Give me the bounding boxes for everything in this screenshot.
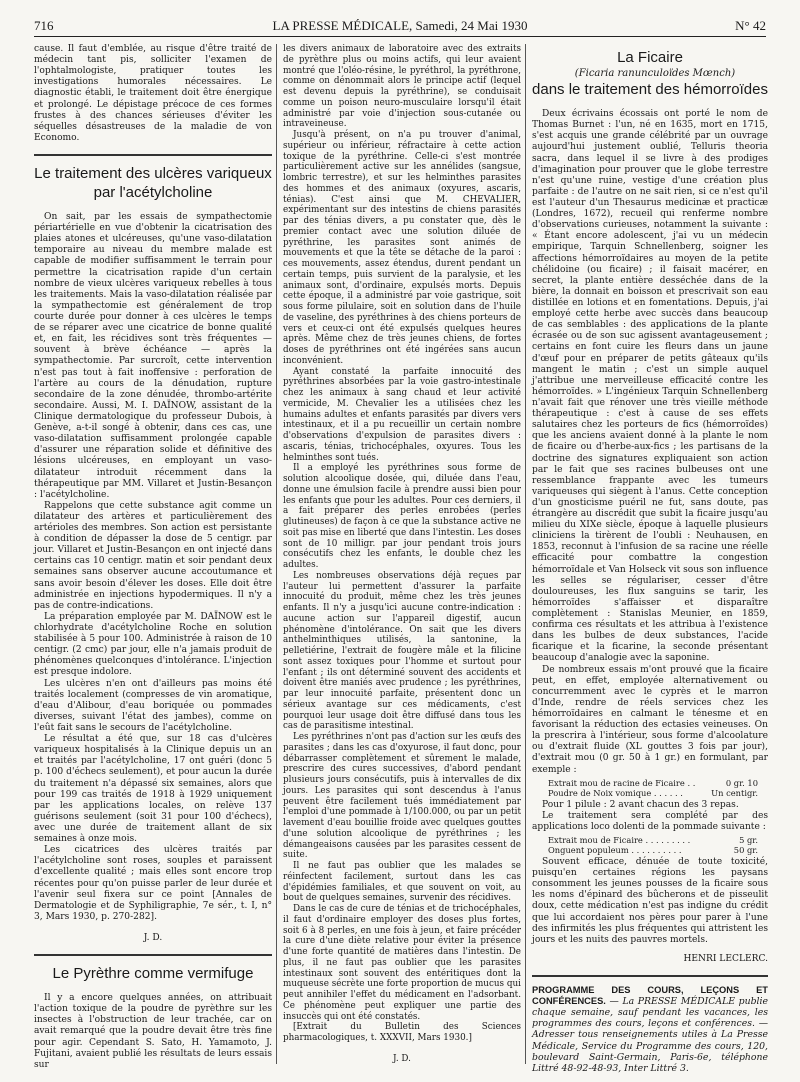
paragraph: Rappelons que cette substance agit comme un dilatateur des artères et particulièrement des artérioles des membres. Son action est persistante à condition de dépasser la dose de 5 centigr. par jour. Villaret et Justin-Besançon en ont injecté dans certains cas 10 centigr. matin et soir pendant deux semaines sans observer aucune accoutumance et sans avoir besoin d'élever les doses. Elle doit être administrée en injections hypodermiques. Il n'y a pas de contre-indications. xyxy=(34,500,272,611)
paragraph: les divers animaux de laboratoire avec des extraits de pyrèthre plus ou moins actifs, qui leur avaient montré que l'oléo-résine, le pyréthrol, la pyréthrone, comme on dénommait alors le principe actif (lequel est devenu depuis la pyréthrine), se conduisait comme un poison neuro-musculaire lorsqu'il était administré par voie d'injection sous-cutanée ou intraveineuse. xyxy=(283,44,521,130)
paragraph: Souvent efficace, dénuée de toute toxicité, puisqu'en certaines régions les paysans consomment les jeunes pousses de la ficaire sous les noms d'épinard des bûcherons et de pisseulit doux, cette médication n'est pas indigne du crédit que lui accordaient nos pères pour parer à l'une des infirmités les plus fréquentes qui attristent les jours et les nuits des pauvres mortels. xyxy=(532,857,768,945)
article-title: Le Pyrèthre comme vermifuge xyxy=(52,965,254,983)
page-header xyxy=(34,16,766,37)
paragraph: Il ne faut pas oublier que les malades se réinfectent facilement, surtout dans les cas d'épidémies familiales, et que souvent on voit, au bout de quelques semaines, survenir des récidives. xyxy=(283,861,521,904)
paragraph: De nombreux essais m'ont prouvé que la ficaire peut, en effet, employée alternativement ou concurremment avec le cyprès et le marron d'Inde, rendre de réels services chez les hémorroïdaires en calmant le ténesme et en favorisant la réduction des ectasies veineuses. On la prescrira à l'intérieur, sous forme d'alcoolature ou d'extrait fluide (XL gouttes 3 fois par jour), d'extrait mou (0 gr. 50 à 1 gr.) en formulant, par exemple : xyxy=(532,664,768,775)
author-signature: J. D. xyxy=(143,932,163,943)
program-notice-text: — La PRESSE MÉDICALE publie chaque semaine, sauf pendant les vacances, les programmes des cours, leçons et conférences. — Adresser tous renseignements utiles à La Presse Médicale, Service du Programme des cours, 120, boulevard Saint-Germain, Paris-6e, téléphone Littré 48-92-48-93, Inter Littré 3. xyxy=(532,996,768,1074)
program-notice-title: PROGRAMME DES COURS, LEÇONS ET CONFÉRENCES. xyxy=(532,984,768,1007)
program-notice xyxy=(532,985,768,1074)
paragraph: On sait, par les essais de sympathectomie périartérielle en vue d'obtenir la cicatrisation des plaies atones et ulcéreuses, qu'une vaso-dilatation temporaire au niveau du membre malade est capable de modifier suffisamment le terrain pour permettre la cicatrisation rapide d'un certain nombre de vieux ulcères variqueux rebelles à tous les traitements. Mais la vaso-dilatation réalisée par la sympathectomie est généralement de trop courte durée pour donner à ces ulcères le temps de se réparer avec une cicatrice de bonne qualité et, en fait, les récidives sont très fréquentes — souvent à brève échéance — après la sympathectomie. Par surcroît, cette intervention n'est pas tout à fait inoffensive : perforation de l'artère au cours de la dénudation, rupture secondaire de la zone dénudée, thrombo-artérite secondaire. Aussi, M. I. DAÏNOW, assistant de la Clinique dermatologique du professeur Dubois, à Genève, a-t-il songé à obtenir, dans ces cas, une vaso-dilatation suffisamment prolongée capable d'assurer une réparation solide et définitive des lésions ulcéreuses, en employant un vaso-dilatateur introduit récemment dans la thérapeutique par MM. Villaret et Justin-Besançon : l'acétylcholine. xyxy=(34,211,272,500)
author-signature: J. D. xyxy=(393,1053,411,1064)
section-divider xyxy=(532,975,768,977)
paragraph: Pour 1 pilule : 2 avant chacun des 3 repas. xyxy=(542,799,739,810)
paragraph: Dans le cas de cure de ténias et de trichocéphales, il faut d'ordinaire employer des doses plus fortes, soit 6 à 8 perles, en une fois à jeun, et faire précéder la cure d'une diète relative pour éviter la présence d'une forte quantité de matières dans l'intestin. De plus, il ne faut pas oublier que les parasites intestinaux sont souvent des entéritiques dont la muqueuse sécrète une forte proportion de mucus qui peut annihiler l'effet du médicament en l'adsorbant. Ce phénomène peut expliquer une partie des insuccès qui ont été constatés. xyxy=(283,904,521,1022)
paragraph: Jusqu'à présent, on n'a pu trouver d'animal, supérieur ou inférieur, réfractaire à cette action toxique de la pyréthrine. Celle-ci s'est montrée particulièrement active sur les annélides (sangsue, lombric terrestre), et sur les helminthes parasites des hommes et des animaux (oxyures, ascaris, ténias). C'est ainsi que M. CHEVALIER, expérimentant sur des intestins de chiens parasités par des ténias divers, a pu constater que, dès le premier contact avec une solution diluée de pyréthrine, les parasites sont animés de mouvements et que la tête se détache de la paroi : ces mouvements, assez étendus, durent pendant un certain temps, puis survient de la paralysie, et les animaux sont, d'ordinaire, expulsés morts. Depuis cette époque, il a administré par voie gastrique, soit sous forme pilulaire, soit en solution dans de l'huile de vaseline, des pyréthrines à des chiens porteurs de vers et ceux-ci ont été expulsés quelques heures après. Même chez de très jeunes chiens, de fortes doses de pyréthrines ont été ingérées sans aucun inconvénient. xyxy=(283,130,521,366)
prescription-formula xyxy=(548,778,768,798)
issue-number: N° 42 xyxy=(735,18,766,33)
prescription-formula xyxy=(548,835,768,855)
paragraph: Le traitement sera complété par des applications loco dolenti de la pommade suivante : xyxy=(532,810,768,832)
prescription-row: Extrait mou de racine de Ficaire . . 0 gr. 10 xyxy=(548,777,758,788)
article-title: Le traitement des ulcères variqueux par l'acétylcholine xyxy=(34,164,272,201)
author-signature: HENRI LECLERC. xyxy=(683,953,768,964)
paragraph: Les ulcères n'en ont d'ailleurs pas moins été traités localement (compresses de vin aromatique, d'eau d'Alibour, d'eau boriquée ou pommades diverses, suivant l'état des jambes), comme on l'eût fait sans le secours de l'acétylcholine. xyxy=(34,678,272,734)
paragraph: Le résultat a été que, sur 18 cas d'ulcères variqueux hospitalisés à la Clinique depuis un an et traités par l'acétylcholine, 17 ont guéri (donc 5 p. 100 d'échecs seulement), et pour aucun la durée du traitement n'a dépassé six semaines, alors que pour 199 cas traités de 1918 à 1929 uniquement par les applications locales, on relève 137 guérisons seulement (soit 31 pour 100 d'échecs), avec une durée de traitement allant de six semaines à onze mois. xyxy=(34,734,272,845)
citation: [Extrait du Bulletin des Sciences pharmacologiques, t. XXXVII, Mars 1930.] xyxy=(283,1022,521,1043)
paragraph: Les nombreuses observations déjà reçues par l'auteur lui permettent d'assurer la parfaite innocuité du produit, même chez les très jeunes enfants. Il n'y a jusqu'ici aucune contre-indication : aucune action sur l'appareil digestif, aucun phénomène d'intolérance. On sait que les divers anthelminthiques utilisés, la santonine, la pelletiérine, l'extrait de fougère mâle et la filicine sont assez toxiques pour l'homme et surtout pour l'enfant ; ils ont déterminé souvent des accidents et doivent être maniés avec prudence ; les pyréthrines, par leur innocuité parfaite, présentent donc un sérieux avantage sur ces médicaments, c'est pourquoi leur usage doit être diffusé dans tous les cas de parasitisme intestinal. xyxy=(283,570,521,732)
prescription-row: Onguent populeum . . . . . . . . . . 50 gr. xyxy=(548,845,758,855)
article-subtitle: (Ficaria ranunculoïdes Mœnch) xyxy=(574,68,736,79)
paragraph: Les cicatrices des ulcères traités par l'acétylcholine sont roses, souples et paraissent d'excellente qualité ; mais elles sont encore trop récentes pour qu'on puisse parler de leur durée et l'avenir seul fixera sur ce point [Annales de Dermatologie et de Syphiligraphie, 7e sér., t. I, n° 3, Mars 1930, p. 270-282]. xyxy=(34,845,272,922)
column-middle xyxy=(283,44,521,1071)
paragraph: Ayant constaté la parfaite innocuité des pyréthrines absorbées par la voie gastro-intestinale chez les animaux à sang chaud et leur activité vermicide, M. Chevalier les a utilisées chez les humains adultes et enfants parasités par divers vers intestinaux, et il a pu recueillir un certain nombre d'observations d'expulsion de parasites divers : ascaris, ténias, trichocéphales, oxyures. Tous les helminthes sont tués. xyxy=(283,366,521,463)
paragraph: La préparation employée par M. DAÏNOW est le chlorhydrate d'acétylcholine Roche en solution stabilisée à 5 pour 100. Administrée à raison de 10 centigr. (2 cmc) par jour, elle n'a jamais produit de phénomènes quelconques d'intolérance. L'injection est presque indolore. xyxy=(34,611,272,678)
column-left xyxy=(34,44,272,1071)
column-right xyxy=(532,44,768,1074)
article-title: La Ficaire xyxy=(617,49,683,66)
prescription-row: Extrait mou de Ficaire . . . . . . . . . 5 gr. xyxy=(548,835,758,845)
column-divider xyxy=(276,44,277,1064)
paragraph: Les pyréthrines n'ont pas d'action sur les œufs des parasites ; dans les cas d'oxyurose, il faut donc, pour débarrasser complètement et sûrement le malade, prescrire des cures successives, d'abord pendant plusieurs jours consécutifs, puis à intervalles de dix jours. Les parasites qui sont descendus à l'anus peuvent être facilement tués immédiatement par l'emploi d'une pommade à 1/100.000, ou par un petit lavement d'eau bouillie froide avec quelques gouttes d'une solution alcoolique de pyréthrines ; les démangeaisons causées par les parasites cessent de suite. xyxy=(283,732,521,861)
paragraph: Il y a encore quelques années, on attribuait l'action toxique de la poudre de pyrèthre sur les insectes à l'obstruction de leur trachée, car on avait remarqué que la poudre devait être très fine pour agir. Cependant S. Sato, H. Yamamoto, J. Fujitani, avaient publié les résultats de leurs essais sur xyxy=(34,993,272,1070)
article-title-continued: dans le traitement des hémorroïdes xyxy=(532,81,768,99)
paragraph: cause. Il faut d'emblée, au risque d'être traité de médecin tant pis, solliciter l'examen de l'ophtalmologiste, pratiquer toutes les investigations humorales nécessaires. Le diagnostic établi, le traitement doit être énergique et prolongé. Le dépistage précoce de ces formes frustes à des chances sérieuses d'éviter les séquelles désastreuses de la maladie de von Economo. xyxy=(34,44,272,143)
paragraph: Deux écrivains écossais ont porté le nom de Thomas Burnet : l'un, né en 1635, mort en 1715, s'est acquis une grande célébrité par un ouvrage aujourd'hui justement oublié, Telluris theoria sacra, dans lequel il se livre à des prodiges d'imagination pour prouver que le globe terrestre n'est qu'une ruine, vestige d'une création plus parfaite : de l'autre on ne sait rien, si ce n'est qu'il est l'auteur d'un Thesaurus medicinæ et practicæ (Londres, 1672), recueil qui renferme nombre d'observations curieuses, notamment la suivante : « Étant encore adolescent, j'ai vu un médecin empirique, Tarquin Schnellenberg, soigner les affections hémorroïdaires au moyen de la petite chélidoine (ou ficaire) ; il faisait macérer, en secret, la plante entière desséchée dans de la bière, la donnait en boisson et prescrivait son eau distillée en lotions et en fomentations. Depuis, j'ai employé cette herbe avec succès dans beaucoup de cas semblables : des applications de la plante écrasée ou de son suc agissent avantageusement ; certains en font cuire les fleurs dans un jaune d'œuf pour en préparer de petits gâteaux qu'ils mangent le matin ; c'est un simple auquel j'attribue une merveilleuse efficacité contre les hémorroïdes. » L'ingénieux Tarquin Schnellenberg n'avait fait que rénover une très vieille méthode thérapeutique : c'est à cause de ses effets salutaires chez les porteurs de fics (hémorroïdes) que les anciens avaient donné à la plante le nom de ficaire ou d'herbe-aux-fics ; les partisans de la doctrine des signatures expliquaient son action par le fait que ses racines bulbeuses ont une ressemblance frappante avec les tumeurs variqueuses qui siègent à l'anus. Cette conception d'un gnosticisme puéril ne fut, sans doute, pas étrangère au discrédit que subit la ficaire jusqu'au milieu du XIXe siècle, époque à laquelle plusieurs cliniciens la tirèrent de l'oubli : Neuhausen, en 1853, reconnut à l'infusion de sa racine une réelle efficacité pour combattre la congestion hémorroïdale et Van Holseck vit sous son influence les selles se régulariser, cesser d'être douloureuses, les flux sanguins se tarir, les hémorroïdes s'affaisser et disparaître complètement : Stanislas Meunier, en 1859, confirma ces résultats et les attribua à l'existence dans les bulbes de deux substances, l'acide ficarique et la ficarine, la seconde présentant beaucoup d'analogie avec la saponine. xyxy=(532,109,768,664)
column-divider xyxy=(525,44,526,1064)
journal-title: LA PRESSE MÉDICALE, Samedi, 24 Mai 1930 xyxy=(272,18,528,33)
section-divider xyxy=(34,954,272,956)
paragraph: Il a employé les pyréthrines sous forme de solution alcoolique dosée, qui, diluée dans l'eau, donne une émulsion facile à prendre aussi bien pour les enfants que pour les adultes. Pour ces derniers, il a fait préparer des perles enrobées (perles glutineuses) de façon à ce que la substance active ne soit pas mise en liberté que dans l'intestin. Les doses sont de 10 milligr. par jour pendant trois jours consécutifs chez les enfants, le double chez les adultes. xyxy=(283,463,521,570)
page-number: 716 xyxy=(34,18,54,33)
prescription-row: Poudre de Noix vomique . . . . . . Un centigr. xyxy=(548,787,758,798)
section-divider xyxy=(34,154,272,156)
